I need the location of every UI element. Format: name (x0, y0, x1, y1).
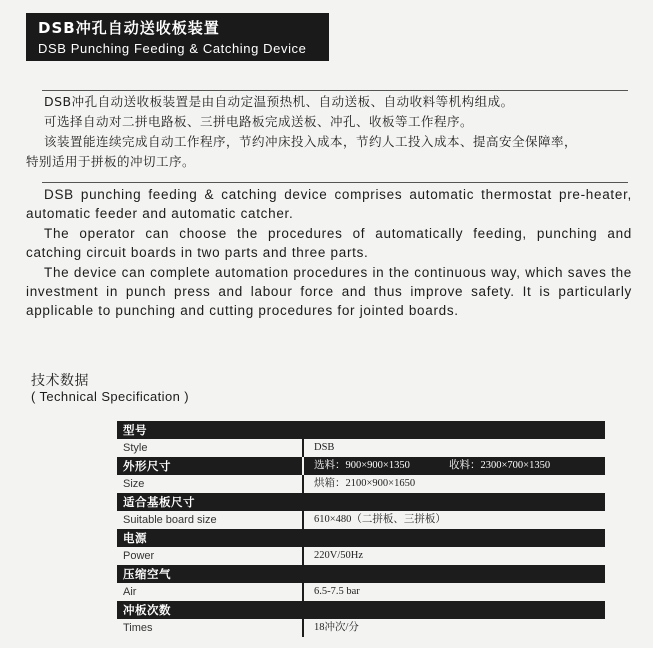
spec-value: 18冲次/分 (314, 622, 359, 633)
spec-row-header (117, 529, 605, 547)
spec-row-header (117, 565, 605, 583)
spec-label-en: Times (123, 622, 153, 634)
spec-label-cn: 外形尺寸 (123, 459, 171, 473)
intro-cn-line: DSB冲孔自动送收板装置是由自动定温预热机、自动送板、自动收料等机构组成。 (44, 94, 514, 109)
spec-heading-cn: 技术数据 (31, 373, 89, 389)
spec-label-cn: 电源 (123, 531, 147, 545)
title-chinese: DSB冲孔自动送收板装置 (38, 19, 220, 37)
spec-label-cn: 型号 (123, 423, 147, 437)
spec-row-header (117, 421, 605, 439)
spec-value: 6.5-7.5 bar (314, 586, 360, 597)
spec-row-header (117, 601, 605, 619)
spec-label-en: Suitable board size (123, 514, 217, 526)
spec-heading-en: ( Technical Specification ) (31, 389, 189, 404)
spec-row (117, 511, 605, 529)
intro-chinese (26, 92, 636, 172)
spec-label-cn: 压缩空气 (123, 567, 171, 581)
spec-row (117, 583, 605, 601)
spec-value: DSB (314, 442, 335, 453)
intro-cn-line: 该装置能连续完成自动工作程序，节约冲床投入成本，节约人工投入成本、提高安全保障率， (44, 134, 578, 149)
spec-table (117, 421, 605, 637)
spec-row (117, 439, 605, 457)
spec-row-header (117, 457, 605, 475)
intro-cn-line: 可选择自动对二拼电路板、三拼电路板完成送板、冲孔、收板等工作程序。 (44, 114, 474, 129)
spec-value: 220V/50Hz (314, 550, 363, 561)
spec-label-cn: 适合基板尺寸 (123, 495, 195, 509)
divider-middle (42, 182, 628, 183)
intro-cn-line: 特别适用于拼板的冲切工序。 (26, 154, 196, 169)
intro-en-paragraph: DSB punching feeding & catching device comprises automatic thermostat pre-heater, automatic feeder and automatic catcher. (26, 187, 632, 222)
spec-value: 收料：2300×700×1350 (449, 460, 551, 471)
spec-row (117, 547, 605, 565)
divider-top (42, 90, 628, 91)
spec-label-en: Power (123, 550, 155, 562)
spec-label-en: Style (123, 442, 148, 454)
intro-english (26, 185, 632, 321)
spec-value: 选料：900×900×1350 (314, 460, 410, 471)
spec-row (117, 475, 605, 493)
intro-en-paragraph: The device can complete automation procedures in the continuous way, which saves the investment in punch press and labour force and thus improve safety. It is particularly applicable to punching and cutting procedures for jointed boards. (26, 264, 632, 319)
spec-value: 烘箱：2100×900×1650 (314, 478, 416, 489)
spec-row-header (117, 493, 605, 511)
spec-label-cn: 冲板次数 (123, 603, 171, 617)
spec-value: 610×480（二拼板、三拼板） (314, 514, 446, 525)
intro-en-paragraph: The operator can choose the procedures of automatically feeding, punching and catching circuit boards in two parts and three parts. (26, 225, 632, 261)
title-banner (26, 13, 329, 61)
spec-row (117, 619, 605, 637)
title-english: DSB Punching Feeding & Catching Device (38, 41, 307, 56)
spec-label-en: Air (123, 586, 137, 598)
spec-label-en: Size (123, 478, 145, 490)
